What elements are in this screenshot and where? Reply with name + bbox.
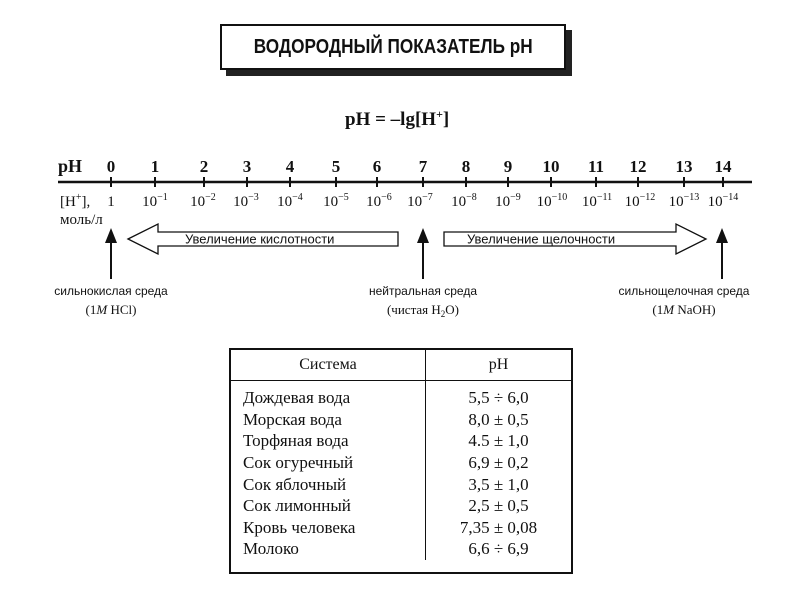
concentration-value: $10^{-5}$ — [323, 192, 349, 210]
system-cell: Сок лимонный — [231, 495, 426, 517]
basic-caption-formula: (1M NaOH) — [652, 302, 716, 317]
acidic-caption-formula: (1M HCl) — [85, 302, 137, 317]
system-cell: Дождевая вода — [231, 381, 426, 409]
table-row — [231, 538, 571, 560]
concentration-value: 1 — [107, 194, 115, 210]
ph-tick-label: 14 — [714, 157, 732, 176]
concentration-value: $10^{-3}$ — [233, 192, 259, 210]
ph-cell: 6,9 ± 0,2 — [468, 453, 529, 473]
concentration-value: $10^{-7}$ — [407, 192, 433, 210]
ph-tick-label: 13 — [675, 157, 693, 176]
column-header-system: Система — [231, 350, 426, 381]
system-cell: Торфяная вода — [231, 430, 426, 452]
ph-tick-label: 11 — [587, 157, 605, 176]
concentration-value: $10^{-8}$ — [451, 192, 477, 210]
acidity-arrow-label: Увеличение кислотности — [185, 231, 335, 247]
ph-tick-label: 12 — [629, 157, 647, 176]
system-cell: Сок яблочный — [231, 473, 426, 495]
concentration-label: [H+], — [60, 192, 91, 210]
ph-tick-label: 3 — [242, 157, 252, 176]
concentration-value: $10^{-14}$ — [707, 192, 739, 210]
neutral-caption-formula: (чистая $H_2O$) — [386, 302, 460, 319]
acidic-caption: сильнокислая среда — [54, 284, 168, 298]
concentration-value: $10^{-10}$ — [536, 192, 568, 210]
table-header-row — [231, 350, 571, 381]
concentration-value: $10^{-11}$ — [581, 192, 613, 210]
neutral-caption: нейтральная среда — [369, 284, 477, 298]
ph-tick-label: 10 — [542, 157, 560, 176]
concentration-value: $10^{-9}$ — [495, 192, 521, 210]
system-cell: Сок огуречный — [231, 452, 426, 474]
ph-table — [231, 350, 571, 560]
ph-cell: 5,5 ÷ 6,0 — [468, 388, 529, 408]
ph-cell: 8,0 ± 0,5 — [468, 409, 529, 429]
concentration-value: $10^{-6}$ — [366, 192, 392, 210]
ph-tick-label: 8 — [461, 157, 471, 176]
basicity-arrow-label: Увеличение щелочности — [467, 231, 616, 247]
ph-cell: 3,5 ± 1,0 — [468, 474, 529, 494]
ph-cell: 7,35 ± 0,08 — [459, 517, 538, 537]
table-row — [231, 473, 571, 495]
column-header-ph: pH — [426, 350, 572, 381]
table-row — [231, 495, 571, 517]
ph-tick-label: 9 — [503, 157, 513, 176]
concentration-value: $10^{-4}$ — [277, 192, 303, 210]
concentration-group — [107, 192, 738, 210]
ph-systems-table — [229, 348, 573, 574]
ph-cell: 6,6 ÷ 6,9 — [468, 539, 529, 559]
system-cell: Кровь человека — [231, 517, 426, 539]
table-row — [231, 381, 571, 409]
concentration-value: $10^{-1}$ — [142, 192, 168, 210]
ph-cell: 2,5 ± 0,5 — [468, 496, 529, 516]
acidic-marker-arrow — [105, 228, 117, 279]
system-cell: Морская вода — [231, 409, 426, 431]
neutral-marker-arrow — [417, 228, 429, 279]
table-row — [231, 409, 571, 431]
system-cell: Молоко — [231, 538, 426, 560]
formula: pH = –lg[H+] — [345, 107, 450, 130]
ph-axis-label: pH — [58, 156, 83, 176]
ph-tick-label: 4 — [285, 157, 295, 176]
concentration-value: $10^{-12}$ — [624, 192, 656, 210]
ph-tick-label: 6 — [372, 157, 382, 176]
concentration-value: $10^{-13}$ — [668, 192, 700, 210]
basic-caption: сильнощелочная среда — [618, 284, 750, 298]
ph-tick-label: 7 — [418, 157, 428, 176]
ph-tick-label: 5 — [331, 157, 341, 176]
ph-tick-label: 2 — [199, 157, 209, 176]
table-row — [231, 452, 571, 474]
ph-cell: 4.5 ± 1,0 — [468, 431, 529, 451]
concentration-unit: моль/л — [60, 212, 103, 228]
ph-tick-label: 1 — [150, 157, 160, 176]
basic-marker-arrow — [716, 228, 728, 279]
table-row — [231, 430, 571, 452]
page-title: ВОДОРОДНЫЙ ПОКАЗАТЕЛЬ pH — [253, 35, 533, 58]
table-row — [231, 517, 571, 539]
concentration-value: $10^{-2}$ — [190, 192, 216, 210]
ph-tick-label: 0 — [106, 157, 116, 176]
